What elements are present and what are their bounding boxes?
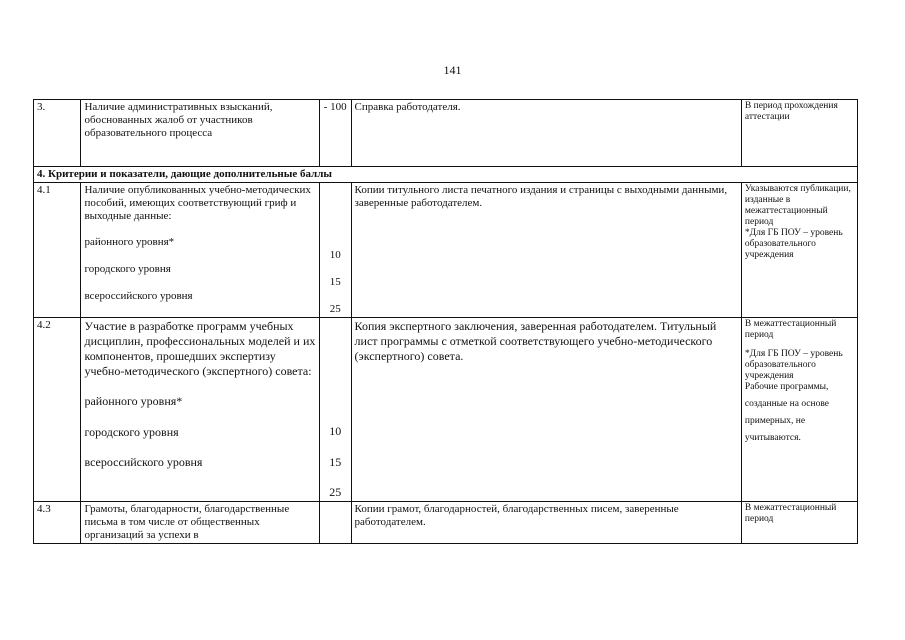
criterion-cell: [81, 183, 319, 318]
row-number: 4.1: [34, 183, 81, 318]
criterion-text: Наличие административных взысканий, обоснованных жалоб от участников образовательного процесса: [81, 100, 319, 167]
criterion-cell: [81, 318, 319, 502]
points-value: 25: [329, 485, 342, 499]
document-cell: Справка работодателя.: [351, 100, 741, 167]
note-cell: [741, 318, 857, 502]
note-text: примерных, не: [744, 416, 806, 426]
note-text: созданные на основе: [744, 399, 830, 409]
section-header-row: [34, 167, 858, 183]
points-cell: [319, 183, 351, 318]
note-text: *Для ГБ ПОУ – уровень образовательного учреждения: [744, 349, 843, 381]
row-number: 3.: [34, 100, 81, 167]
note-text: учитываются.: [744, 433, 801, 443]
table-row: [34, 100, 858, 167]
section-title: 4. Критерии и показатели, дающие дополнительные баллы: [34, 167, 858, 183]
table-row: [34, 318, 858, 502]
table-row: [34, 183, 858, 318]
note-cell: В межаттестационный период: [741, 502, 857, 544]
page-number: 141: [443, 63, 462, 77]
level-label: всероссийского уровня: [84, 290, 193, 302]
document-cell: Копия экспертного заключения, заверенная работодателем. Титульный лист программы с отметкой соответствующего учебно-методического (экспертного) совета.: [351, 318, 741, 502]
level-label: всероссийского уровня: [84, 455, 203, 469]
points-cell: - 100: [319, 100, 351, 167]
level-label: районного уровня*: [84, 236, 175, 248]
points-value: 15: [329, 455, 342, 469]
note-cell: В период прохождения аттестации: [741, 100, 857, 167]
criterion-text: Грамоты, благодарности, благодарственные письма в том числе от общественных организаций за успехи в: [81, 502, 319, 544]
criterion-text: Участие в разработке программ учебных дисциплин, профессиональных моделей и их компонентов, прошедших экспертизу учебно-методического (экспертного) совета:: [84, 319, 316, 378]
row-number: 4.3: [34, 502, 81, 544]
criterion-text: Наличие опубликованных учебно-методических пособий, имеющих соответствующий гриф и выходные данные:: [84, 184, 311, 222]
note-cell: Указываются публикации, изданные в межаттестационный период *Для ГБ ПОУ – уровень образовательного учреждения: [741, 183, 857, 318]
points-cell: [319, 502, 351, 544]
level-label: городского уровня: [84, 263, 171, 275]
criteria-table: [33, 99, 858, 544]
points-value: 10: [329, 424, 342, 438]
level-label: районного уровня*: [84, 394, 183, 408]
note-text: В межаттестационный период: [744, 319, 837, 340]
points-value: 15: [329, 276, 341, 288]
document-cell: Копии титульного листа печатного издания и страницы с выходными данными, заверенные работодателем.: [351, 183, 741, 318]
points-value: 25: [329, 303, 341, 315]
level-label: городского уровня: [84, 425, 179, 439]
row-number: 4.2: [34, 318, 81, 502]
table-row: [34, 502, 858, 544]
document-cell: Копии грамот, благодарностей, благодарственных писем, заверенные работодателем.: [351, 502, 741, 544]
note-text: Рабочие программы,: [744, 382, 829, 392]
points-cell: [319, 318, 351, 502]
points-value: 10: [329, 249, 341, 261]
